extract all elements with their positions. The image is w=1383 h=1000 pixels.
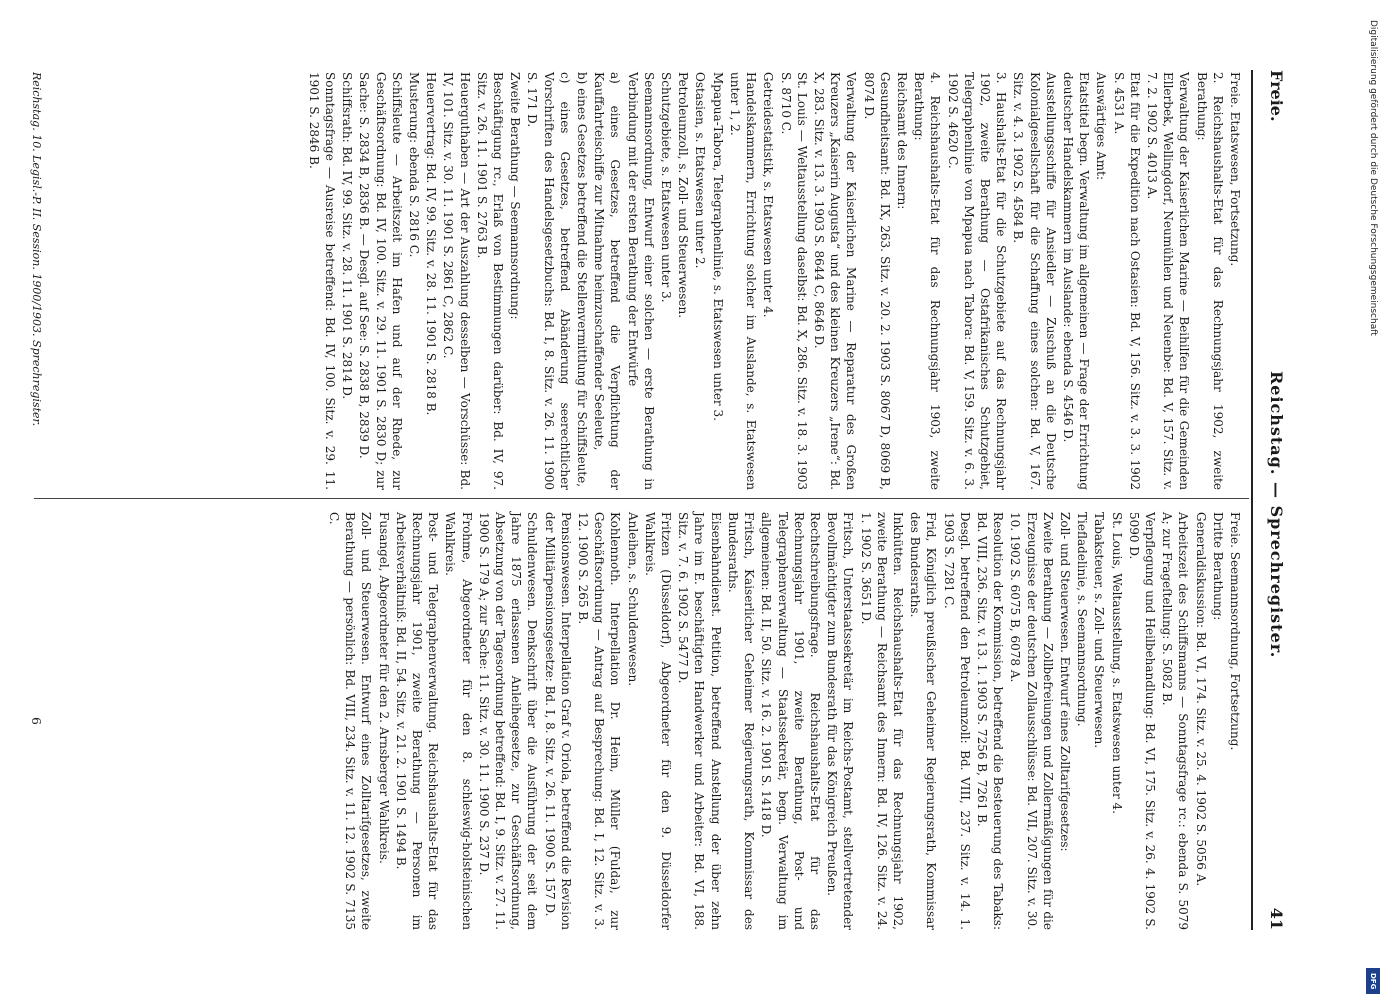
footer-source: Reichstag. 10. Legisl.-P. II. Session. 1900/1903. Sprechregister.	[30, 72, 43, 427]
register-entry: Resolution der Kommission, betreffend die Besteuerung des Tabaks: Bd. VIII, 236. Sitz. v. 13. 1. 1903 S. 7256 B, 7261 B.	[974, 512, 1006, 930]
column-divider	[34, 498, 1249, 499]
register-entry: St. Louis, Weltausstellung, s. Etatswesen unter 4.	[1109, 512, 1124, 814]
register-entry: 3. Haushalts-Etat für die Schutzgebiete auf das Rechnungsjahr 1902, zweite Berathung — Ostafrikanisches Schutzgebiet, Telegraphenlinie von Mpapua nach Tabora: Bd. V, 159. Sitz. v. 6. 3. 1902 S. 4620 C.	[945, 72, 1009, 490]
register-entry: Handelskammern, Errichtung solcher im Auslande, s. Etatswesen unter 1, 2.	[727, 72, 759, 490]
register-entry: Rechtschreibungsfrage. Reichshaushalts-Etat für das Rechnungsjahr 1901, zweite Berathung, Post- und Telegraphenverwaltung — Staatssekretär, begn. Verwaltung im allgemeinen: Bd. II, 50. Sitz. v. 16. 2. 1901 S. 1418 D.	[759, 512, 822, 930]
register-entry: Dritte Berathung:	[1210, 512, 1225, 621]
register-entry: Tabaksteuer, s. Zoll- und Steuerwesen.	[1092, 512, 1107, 749]
register-entry: Inkhütten. Reichshaushalts-Etat für das Rechnungsjahr 1902, zweite Berathung — Reichsamt des Innern: Bd. IV, 126. Sitz. v. 24. 1. 1902 S. 3651 D.	[858, 512, 905, 930]
register-entry: Seemannsordnung, Entwurf einer solchen — erste Berathung in Verbindung mit der ersten Berathung der Entwürfe	[625, 72, 656, 490]
digitization-credit	[1356, 20, 1383, 995]
register-entry: Musterung: ebenda S. 2816 C.	[407, 72, 422, 258]
register-entry: Freie. Seemannsordnung, Fortsetzung.	[1228, 512, 1242, 751]
register-entry: Generaldiskussion: Bd. VI, 174. Sitz. v. 25. 4. 1902 S. 5056 A.	[1193, 512, 1208, 887]
register-entry: Ausstellungsschiffe für Ansiedler — Zuschuß an die Deutsche Kolonialgesellschaft für die Schaffung eines solchen: Bd. V, 167. Sitz. v. 4. 3. 1902 S. 4584 B.	[1011, 72, 1058, 490]
register-entry: Reichsamt des Innern:	[894, 72, 909, 210]
header-rule	[1251, 70, 1253, 930]
register-entry: 2. Reichshaushalts-Etat für das Rechnungsjahr 1902, zweite Berathung:	[1194, 72, 1225, 490]
register-entry: a) eines Gesetzes, betreffend die Verpflichtung der Kauffahrteischiffe zur Mitnahme heimzuschaffender Seeleute,	[592, 72, 623, 490]
register-entry: Kohlennoth. Interpellation Dr. Heim, Müller (Fulda), zur Geschäftsordnung — Antrag auf Besprechung: Bd. I, 12. Sitz. v. 3. 12. 1900 S. 265 B.	[576, 512, 623, 930]
register-entry: Frid, Königlich preußischer Geheimer Regierungsrath, Kommissar des Bundesraths.	[908, 512, 939, 930]
register-entry: Auswärtiges Amt:	[1094, 72, 1109, 181]
header-left: Freie.	[1267, 70, 1287, 122]
register-entry: Mpapua-Tabora, Telegraphenlinie, s. Etatswesen unter 3.	[710, 72, 725, 421]
page-number: 41	[1267, 907, 1287, 930]
register-entry: Desgl. betreffend den Petroleumzoll: Bd. VIII, 237. Sitz. v. 14. 1. 1903 S. 7281 C.	[941, 512, 972, 930]
register-entry: Frohme, Abgeordneter für den 8. schleswig-holsteinischen Wahlkreis.	[443, 512, 474, 930]
right-column	[325, 512, 1243, 930]
register-entry: Beschäftigung rc., Erlaß von Bestimmungen darüber: Bd. IV, 97. Sitz. v. 26. 11. 1901 S. 2763 B.	[474, 72, 506, 490]
register-entry: Zweite Berathung — Seemannsordnung:	[508, 72, 523, 320]
header-title: Reichstag. — Sprechregister.	[1267, 370, 1287, 659]
register-entry: Schiffsleute — Arbeitszeit im Hafen und auf der Rhede, zur Geschäftsordnung: Bd. IV, 100. Sitz. v. 29. 11. 1901 S. 2830 D; zur Sache: S. 2834 B, 2836 B. — Desgl. auf See: S. 2838 B, 2839 D.	[357, 72, 404, 490]
register-entry: Schuldenwesen. Denkschrift über die Ausführung der seit dem Jahre 1875 erlassenen Anleihegesetze, zur Geschäftsordnung, Absetzung von der Tagesordnung betreffend: Bd. I, 9. Sitz. v. 27. 11. 1900 S. 179 A; zur Sache: 11. Sitz. v. 30. 11. 1900 S. 237 D.	[476, 512, 540, 930]
register-entry: Heuervertrag: Bd. IV, 99. Sitz. v. 28. 11. 1901 S. 2818 B.	[424, 72, 439, 416]
credit-text: Digitalisierung gefördert durch die Deutsche Forschungsgemeinschaft	[1368, 20, 1378, 336]
dfg-logo: DFG	[1366, 968, 1380, 994]
register-entry: Fritzen (Düsseldorf), Abgeordneter für den 9. Düsseldorfer Wahlkreis.	[642, 512, 674, 930]
register-entry: Ostasien, s. Etatswesen unter 2.	[693, 72, 708, 269]
register-entry: Arbeitszeit des Schiffsmanns — Sonntagsfrage rc.: ebenda S. 5079 A; zur Frageſtellung: S. 5082 B.	[1160, 512, 1191, 930]
register-entry: Eisenbahndienst. Petition, betreffend Anstellung der über zehn Jahre im E. beschäftigten Handwerker und Arbeiter: Bd. VI, 188. Sitz. v. 7. 6. 1902 S. 5477 D.	[676, 512, 723, 930]
register-entry: c) eines Gesetzes, betreffend Abänderung seerechtlicher Vorschriften des Handelsgesetzbuchs: Bd. I, 8. Sitz. v. 26. 11. 1900 S. 171 D.	[525, 72, 572, 490]
register-entry: Verwaltung der Kaiserlichen Marine — Beihilfen für die Gemeinden Ellerbek, Wellingdorf, Neumühlen und Neuenbe: Bd. V, 157. Sitz. v. 7. 2. 1902 S. 4013 A.	[1144, 72, 1192, 490]
register-entry: 4. Reichshaushalts-Etat für das Rechnungsjahr 1903, zweite Berathung:	[912, 72, 943, 490]
register-entry: Petroleumzoll, s. Zoll- und Steuerwesen.	[676, 72, 691, 319]
page-header	[1257, 70, 1297, 930]
register-entry: Fritsch, Kaiserlicher Geheimer Regierungsrath, Kommissar des Bundesraths.	[725, 512, 757, 930]
left-column	[305, 72, 1243, 490]
register-entry: Schutzgebiete, s. Etatswesen unter 3.	[659, 72, 674, 303]
register-entry: Anleihen, s. Schuldenwesen.	[625, 512, 640, 687]
register-entry: b) eines Gesetzes betreffend die Stellenvermittlung für Schiffsleute,	[575, 72, 590, 488]
register-entry: Post- und Telegraphenverwaltung. Reichshaushalts-Etat für das Rechnungsjahr 1901, zweite Berathung — Personen im Arbeitsverhältniß: Bd. II, 54. Sitz. v. 21. 2. 1901 S. 1494 B.	[393, 512, 441, 930]
register-entry: St. Louis — Weltausstellung daselbst: Bd. X, 286. Sitz. v. 18. 3. 1903 S. 8710 C.	[778, 72, 809, 490]
register-entry: Etatstitel begn. Verwaltung im allgemeinen — Frage der Errichtung deutscher Handelskammern im Auslande: ebenda S. 4546 D.	[1060, 72, 1092, 490]
register-entry: Getreidestatistik, s. Etatswesen unter 4.	[761, 72, 776, 318]
register-entry: Tiefladelinie, s. Seemannsordnung.	[1075, 512, 1090, 727]
register-entry: Schiffsrath: Bd. IV, 99. Sitz. v. 28. 11. 1901 S. 2814 D.	[340, 72, 355, 400]
register-entry: Fritsch, Unterstaatssekretär im Reichs-Postamt, stellvertretender Bevollmächtigter zum Bundesrath für das Königreich Preußen.	[825, 512, 856, 930]
register-entry: Gesundheitsamt: Bd. IX, 263. Sitz. v. 20. 2. 1903 S. 8067 D, 8069 B, 8074 D.	[861, 72, 892, 490]
register-entry: Zoll- und Steuerwesen. Entwurf eines Zolltarifgesetzes:	[1057, 512, 1072, 852]
register-entry: Sonntagsfrage — Ausreise betreffend: Bd. IV, 100. Sitz. v. 29. 11. 1901 S. 2846 B.	[306, 72, 338, 490]
register-entry: Etat für die Expedition nach Ostasien: Bd. V, 156. Sitz. v. 3. 3. 1902 S. 4531 A.	[1111, 72, 1142, 490]
register-entry: Zoll- und Steuerwesen. Entwurf eines Zolltarifgesetzes, zweite Berathung — persönlich: Bd. VIII, 234. Sitz. v. 11. 12. 1902 S. 7135 C.	[327, 512, 374, 930]
register-entry: Freie. Etatswesen, Fortsetzung.	[1228, 72, 1242, 267]
register-entry: Verwaltung der Kaiserlichen Marine — Reparatur des Großen Kreuzers „Kaiserin Augusta“ und des kleinen Kreuzers „Irene“: Bd. X, 283. Sitz. v. 13. 3. 1903 S. 8644 C, 8646 D.	[811, 72, 859, 490]
register-entry: Pensionswesen. Interpellation Graf v. Oriola, betreffend die Revision der Militärpensionsgesetze: Bd. I, 8. Sitz. v. 26. 11. 1900 S. 157 D.	[542, 512, 573, 930]
register-entry: Zweite Berathung — Zollbefreiungen und Zollermäßigungen für die Erzeugnisse der deutschen Zollausschlüsse: Bd. VII, 207. Sitz. v. 30. 10. 1902 S. 6075 B, 6078 A.	[1008, 512, 1055, 930]
register-entry: Fusangel, Abgeordneter für den 2. Arnsberger Wahlkreis.	[376, 512, 391, 864]
footer-signature: 6	[29, 717, 43, 725]
register-entry: Verpflegung und Heilbehandlung: Bd. VI, 175. Sitz. v. 26. 4. 1902 S. 5090 D.	[1126, 512, 1157, 930]
register-entry: Heuerguthaben — Art der Auszahlung desselben — Vorschüsse: Bd. IV, 101. Sitz. v. 30. 11. 1901 S. 2861 C, 2862 C.	[441, 72, 472, 490]
